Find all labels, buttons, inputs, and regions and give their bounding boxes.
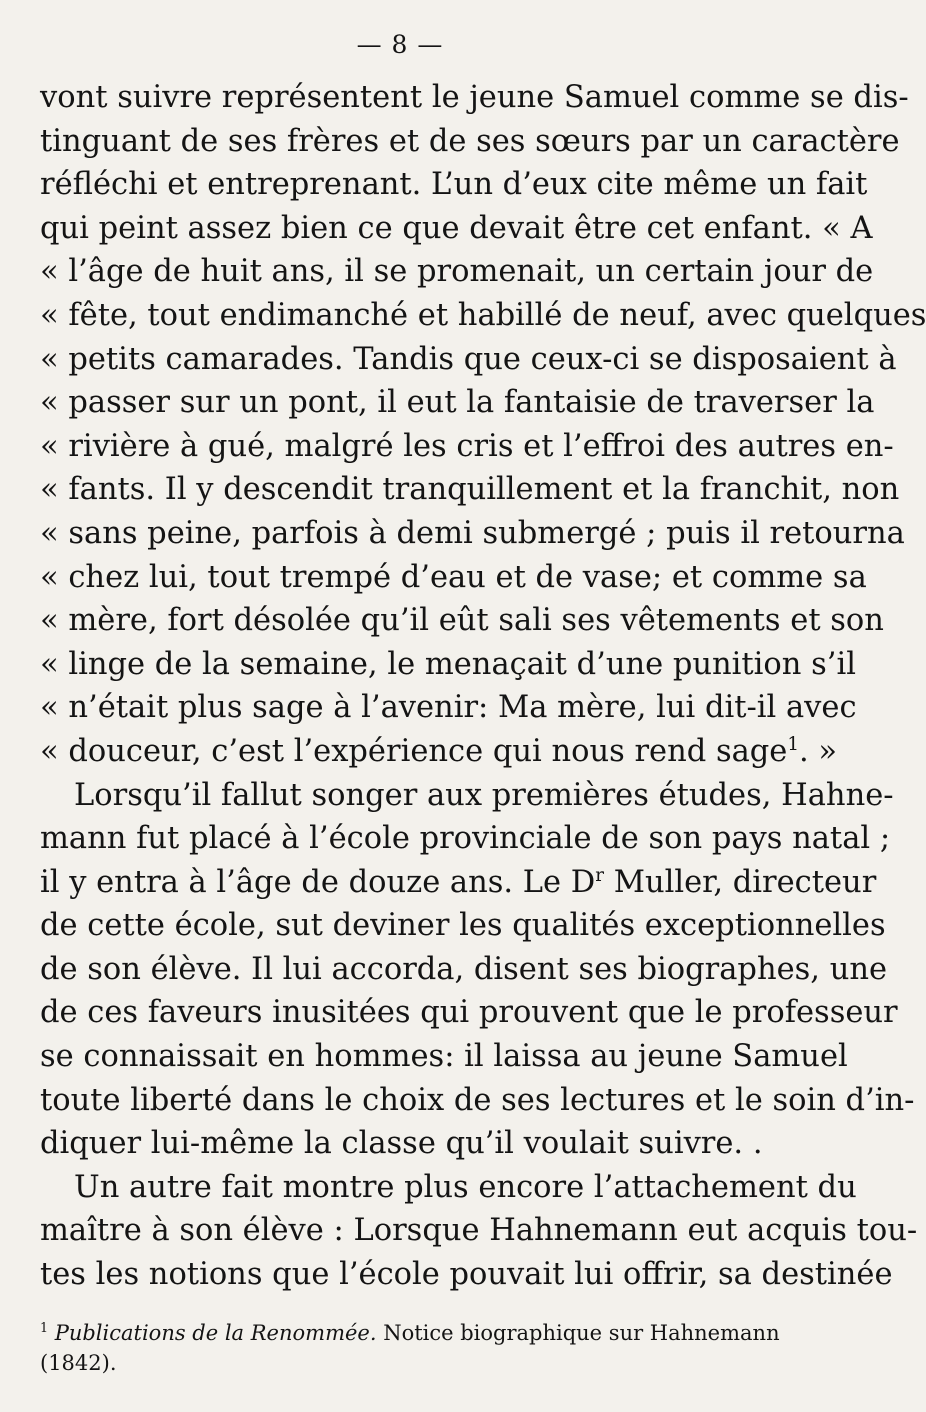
body-text [40,76,926,1297]
text-line: qui peint assez bien ce que devait être cet enfant. « A [40,210,873,246]
text-line: « n’était plus sage à l’avenir: Ma mère, lui dit-il avec [40,690,857,726]
text-line: diquer lui-même la classe qu’il voulait suivre. . [40,1126,763,1162]
text-line: « chez lui, tout trempé d’eau et de vase; et comme sa [40,559,867,595]
text-line: se connaissait en hommes: il laissa au jeune Samuel [40,1039,848,1075]
text-line: « passer sur un pont, il eut la fantaisie de traverser la [40,385,875,421]
footnote-line: (1842). [40,1351,117,1375]
footnote [40,1318,780,1378]
text-line: « petits camarades. Tandis que ceux-ci se disposaient à [40,341,897,377]
text-line: mann fut placé à l’école provinciale de son pays natal ; [40,821,891,857]
text-line: de son élève. Il lui accorda, disent ses biographes, une [40,951,888,987]
text-line: tes les notions que l’école pouvait lui offrir, sa destinée [40,1257,893,1293]
footnote-reference: 1 [787,733,799,755]
text-line: « mère, fort désolée qu’il eût sali ses vêtements et son [40,603,884,639]
text-line: de cette école, sut deviner les qualités exceptionnelles [40,908,886,944]
text-segment: Muller, directeur [604,864,877,900]
text-line: « sans peine, parfois à demi submergé ; puis il retourna [40,515,905,551]
text-segment: « douceur, c’est l’expérience qui nous rend sage [40,733,788,769]
text-line: de ces faveurs inusitées qui prouvent que le professeur [40,995,898,1031]
text-line: maître à son élève : Lorsque Hahnemann eut acquis tou- [40,1213,918,1249]
page-number: — 8 — [356,30,444,59]
paragraph-first-line: Lorsqu’il fallut songer aux premières études, Hahne- [74,777,894,813]
text-line: « rivière à gué, malgré les cris et l’effroi des autres en- [40,428,894,464]
text-line: « l’âge de huit ans, il se promenait, un certain jour de [40,254,874,290]
text-line: toute liberté dans le choix de ses lectures et le soin d’in- [40,1082,915,1118]
text-line: « linge de la semaine, le menaçait d’une punition s’il [40,646,856,682]
text-segment: il y entra à l’âge de douze ans. Le D [40,864,596,900]
footnote-text: Notice biographique sur Hahnemann [376,1321,780,1345]
text-line: « fête, tout endimanché et habillé de neuf, avec quelques [40,297,926,333]
paragraph-first-line: Un autre fait montre plus encore l’attachement du [74,1169,857,1205]
text-line: tinguant de ses frères et de ses sœurs par un caractère [40,123,900,159]
text-segment: . » [799,733,838,769]
text-line [40,861,877,905]
footnote-source-title: Publications de la Renommée. [54,1321,377,1345]
text-line [40,730,838,774]
text-line: vont suivre représentent le jeune Samuel comme se dis- [40,80,909,115]
footnote-line [40,1318,780,1348]
text-line: « fants. Il y descendit tranquillement et la franchit, non [40,472,900,508]
abbreviation-superscript: r [595,864,605,886]
footnote-mark: 1 [40,1320,49,1335]
text-line: réfléchi et entreprenant. L’un d’eux cite même un fait [40,167,868,203]
